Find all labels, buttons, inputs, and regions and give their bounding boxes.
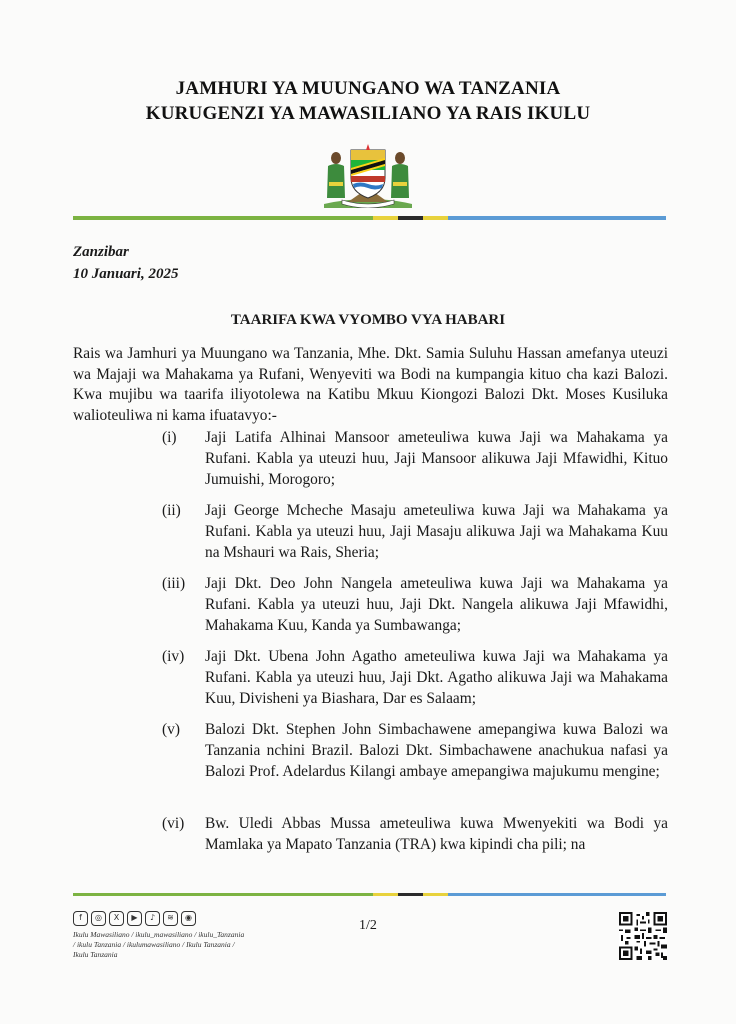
list-item-text: Jaji Dkt. Ubena John Agatho ameteuliwa kuwa Jaji wa Mahakama ya Rufani. Kabla ya uteuzi huu, Jaji Dkt. Agatho alikuwa Jaji wa Mahakama Kuu, Divisheni ya Biashara, Dar es Salaam;: [205, 648, 668, 707]
youtube-icon[interactable]: ▶: [127, 911, 142, 926]
x-icon[interactable]: X: [109, 911, 124, 926]
list-item-text: Jaji Latifa Alhinai Mansoor ameteuliwa kuwa Jaji wa Mahakama ya Rufani. Kabla ya uteuzi huu, Jaji Mansoor alikuwa Jaji Mfawidhi, Kituo Jumuishi, Morogoro;: [205, 429, 668, 488]
list-item-number: (v): [162, 721, 180, 738]
header-line-1: JAMHURI YA MUUNGANO WA TANZANIA: [175, 78, 561, 99]
list-item-text: Bw. Uledi Abbas Mussa ameteuliwa kuwa Mwenyekiti wa Bodi ya Mamlaka ya Mapato Tanzania (TRA) kwa kipindi cha pili; na: [205, 815, 668, 853]
divider-segment-black: [373, 893, 398, 896]
divider-segment-green: [73, 893, 313, 896]
list-item-number: (iii): [162, 575, 186, 592]
list-item-number: (iv): [162, 648, 185, 665]
document-title: TAARIFA KWA VYOMBO VYA HABARI: [230, 312, 506, 328]
spotify-icon[interactable]: ≋: [163, 911, 178, 926]
divider-segment-yellow: [313, 893, 373, 896]
instagram-icon[interactable]: ◎: [91, 911, 106, 926]
divider-segment-black: [373, 216, 398, 220]
divider-segment-blue: [448, 893, 666, 896]
podcast-icon[interactable]: ◉: [181, 911, 196, 926]
list-item-text: Balozi Dkt. Stephen John Simbachawene amepangiwa kuwa Balozi wa Tanzania nchini Brazil. Balozi Dkt. Simbachawene anachukua nafasi ya Balozi Prof. Adelardus Kilangi ambaye amepangiwa majukumu mengine;: [205, 721, 668, 780]
list-item-number: (i): [162, 429, 177, 446]
date: 10 Januari, 2025: [73, 266, 179, 282]
list-item-text: Jaji George Mcheche Masaju ameteuliwa kuwa Jaji wa Mahakama ya Rufani. Kabla ya uteuzi huu, Jaji Masaju alikuwa Jaji wa Mahakama Kuu na Mshauri wa Rais, Sheria;: [205, 502, 668, 561]
divider-segment-yellow: [313, 216, 373, 220]
coat-of-arms-icon: [318, 138, 418, 208]
list-item-text: Jaji Dkt. Deo John Nangela ameteuliwa kuwa Jaji wa Mahakama ya Rufani. Kabla ya uteuzi huu, Jaji Dkt. Nangela alikuwa Jaji Mfawidhi, Mahakama Kuu, Kanda ya Sumbawanga;: [205, 575, 668, 634]
divider-segment-black-2: [398, 893, 423, 896]
social-handles: Ikulu Mawasiliano / ikulu_mawasiliano / ikulu_Tanzania / ikulu Tanzania / ikulumawasiliano / Ikulu Tanzania / Ikulu Tanzania: [73, 930, 245, 959]
list-item-number: (vi): [162, 815, 185, 832]
divider-segment-yellow-2: [423, 893, 448, 896]
intro-paragraph: Rais wa Jamhuri ya Muungano wa Tanzania, Mhe. Dkt. Samia Suluhu Hassan amefanya uteuzi wa Majaji wa Mahakama ya Rufani, Wenyeviti wa Bodi na kumpangia kituo cha kazi Balozi. Kwa mujibu wa taarifa iliyotolewa na Katibu Mkuu Kiongozi Balozi Dkt. Moses Kusiluka walioteuliwa ni kama ifuatavyo:-: [73, 345, 668, 424]
divider-segment-yellow-2: [423, 216, 448, 220]
header-divider: [73, 216, 666, 220]
divider-segment-green: [73, 216, 313, 220]
qr-code-icon: [619, 912, 667, 960]
place: Zanzibar: [73, 244, 129, 260]
page-number: 1/2: [359, 918, 377, 933]
divider-segment-blue: [448, 216, 666, 220]
tiktok-icon[interactable]: ♪: [145, 911, 160, 926]
header-line-2: KURUGENZI YA MAWASILIANO YA RAIS IKULU: [145, 103, 591, 124]
list-item-number: (ii): [162, 502, 181, 519]
footer-divider: [73, 893, 666, 896]
divider-segment-black-2: [398, 216, 423, 220]
facebook-icon[interactable]: f: [73, 911, 88, 926]
